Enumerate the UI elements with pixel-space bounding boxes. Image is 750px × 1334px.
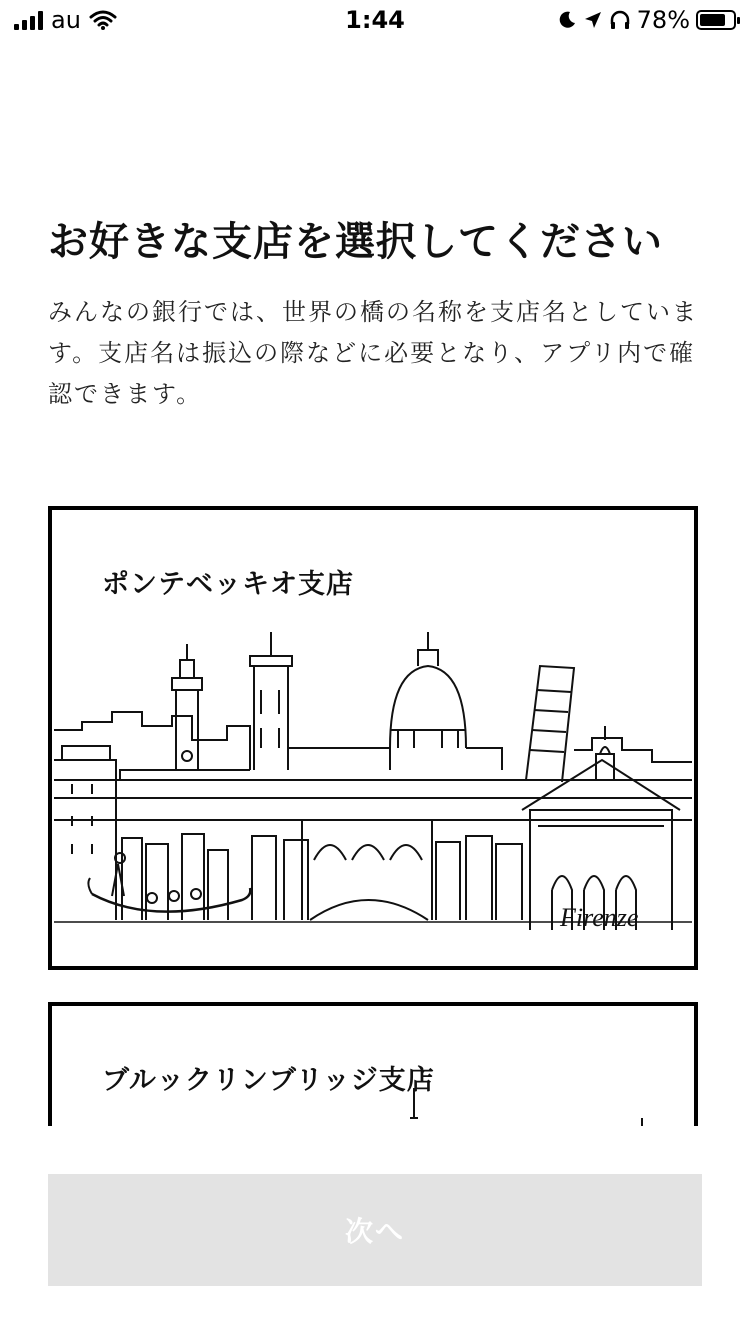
branch-name: ポンテベッキオ支店: [102, 569, 354, 600]
brooklyn-skyline-illustration: [52, 1088, 694, 1126]
wifi-icon: [89, 9, 117, 31]
illustration-caption: Firenze: [560, 903, 639, 932]
branch-card-brooklyn-bridge[interactable]: [48, 1002, 698, 1126]
florence-skyline-illustration: [52, 630, 694, 966]
status-bar: [0, 0, 750, 40]
page-description: みんなの銀行では、世界の橋の名称を支店名としています。支店名は振込の際などに必要となり、アプリ内で確認できます。: [48, 298, 698, 408]
branch-card-ponte-vecchio[interactable]: [48, 506, 698, 970]
headphones-icon: [609, 10, 631, 30]
carrier-label: au: [51, 6, 81, 34]
page-title: お好きな支店を選択してください: [48, 219, 663, 265]
battery-icon: [696, 10, 736, 30]
battery-percent: 78%: [636, 6, 690, 34]
branch-list[interactable]: [0, 500, 750, 1126]
branch-name: ブルックリンブリッジ支店: [102, 1065, 435, 1096]
location-icon: [583, 10, 603, 30]
next-button[interactable]: 次へ: [48, 1174, 702, 1286]
moon-icon: [557, 10, 577, 30]
signal-icon: [14, 10, 43, 30]
clock: 1:44: [345, 6, 405, 34]
